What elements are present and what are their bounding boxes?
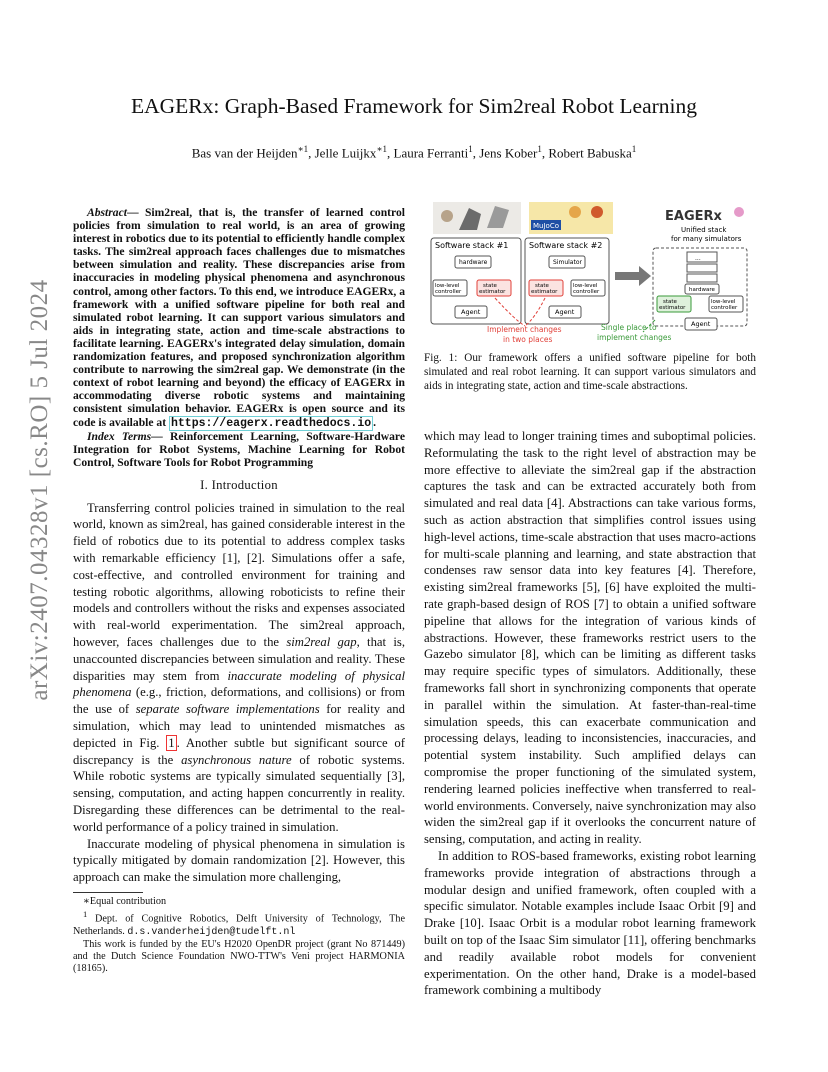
estimator-node: estimator: [659, 305, 686, 311]
unified-stack-label: Unified stack: [681, 226, 727, 234]
controller-node: controller: [573, 289, 600, 295]
stack-2-label: Software stack #2: [529, 241, 603, 250]
footnote-equal: ∗Equal contribution: [83, 896, 167, 907]
stack-1-label: Software stack #1: [435, 241, 509, 250]
abstract-text: — Sim2real, that is, the transfer of learned control policies from simulation to real world, is an area of growing interest in robotics due to its potential to efficiently handle complex tasks. The sim2real approach faces challenges due to mismatches between simulation and reality. These discrepancies arise from inaccuracies in modeling physical phenomena and asynchronous control, among other factors. To this end, we introduce EAGERx, a framework with a unified software pipeline for both real and simulated robot learning. It can support various simulators and aids in integrating state, action and time-scale abstractions to facilitate learning. EAGERx's integrated delay simulation, domain randomization features, and proposed synchronization algorithm contribute to narrowing the sim2real gap. We demonstrate (in the context of robot learning and beyond) the efficacy of EAGERx in accommodating diverse robotic systems and maintaining consistent simulation behavior. EAGERx is open source and its code is available at: [73, 206, 405, 429]
impl-changes-label: in two places: [503, 335, 553, 344]
controller-node: controller: [435, 289, 462, 295]
mujoco-logo: MuJoCo: [533, 222, 559, 230]
hardware-node: hardware: [459, 259, 488, 266]
right-column: [424, 428, 756, 999]
author-sup: 1: [631, 144, 637, 154]
right-paragraph-2: In addition to ROS-based frameworks, existing robot learning frameworks provide integration of abstractions through a modular design and unified framework, often coupled with a specific simulator. Notable examples include Isaac Orbit [9] and Drake [10]. Isaac Orbit is a modular robot learning framework built on top of the Isaac Sim simulator [11], offering benchmarks and readily available robot models for convenient experimentation. On the other hand, Drake is a model-based framework combining a multibody: [424, 848, 756, 998]
email-link[interactable]: d.s.vanderheijden@tudelft.nl: [127, 926, 296, 938]
author: Bas van der Heijden: [191, 145, 298, 161]
index-terms-text: — Reinforcement Learning, Software-Hardware Integration for Robot Systems, Machine Learning for Robot Control, Software Tools for Robot Programming: [73, 429, 405, 469]
state-node: state: [663, 299, 677, 305]
author-sup: 1: [468, 144, 473, 154]
author: Jens Kober: [479, 145, 538, 161]
text-run: . Another subtle but significant source of discrepancy is the: [73, 735, 405, 767]
text-run: , that is, unaccounted discrepancies between simulation and reality. These disparities may stem from: [73, 635, 405, 683]
figure-caption: Fig. 1: Our framework offers a unified software pipeline for both simulated and real robot learning. It can support various simulators and aids in integrating state, action and time-scale abstractions.: [424, 352, 756, 392]
paper-title: EAGERx: Graph-Based Framework for Sim2real Robot Learning: [130, 94, 698, 118]
footnote-funding: This work is funded by the EU's H2020 OpenDR project (grant No 871449) and the Dutch Science Foundation NWO-TTW's Veni project HARMONIA (18165).: [73, 939, 405, 975]
emphasis: inaccurate modeling of physical phenomena: [73, 668, 405, 700]
emphasis: asynchronous nature: [181, 752, 292, 767]
text-run: of robotic systems. While robotic systems are typically simulated sequentially [3], sensing, computation, and acting happen concurrently in reality. Disregarding these differences can be detrimental to the real-world performance of a policy trained in simulation.: [73, 752, 405, 834]
affiliation-text: Dept. of Cognitive Robotics, Delft University of Technology, The Netherlands.: [73, 913, 405, 937]
framework-diagram: [425, 200, 760, 348]
figure-reference-link[interactable]: 1: [168, 735, 175, 750]
author-sup: ∗1: [297, 144, 309, 154]
author-list: Bas van der Heijden$^{∗1}$, Jelle Luijkx$^{∗1}$, Laura Ferranti$^1$, Jens Kober$^1$, Robert Babuska$^1$: [191, 144, 637, 161]
eagerx-logo: EAGERx: [665, 209, 722, 224]
impl-changes-label: Implement changes: [487, 325, 562, 334]
docs-link[interactable]: https://eagerx.readthedocs.io: [170, 416, 372, 430]
controller-node: controller: [711, 305, 738, 311]
arxiv-sidebar-stamp: [20, 279, 60, 701]
single-place-label: Single place to: [601, 323, 657, 332]
footnote-rule: [73, 892, 143, 893]
author: Robert Babuska: [548, 145, 632, 161]
abstract-label: Abstract: [87, 206, 127, 219]
author-sup: ∗1: [376, 144, 387, 154]
arrow-icon: [615, 266, 651, 286]
ellipsis-node: ...: [695, 255, 701, 262]
abstract: [73, 206, 405, 430]
arxiv-id: arXiv:2407.04328v1 [cs.RO] 5 Jul 2024: [26, 279, 53, 701]
agent-node: Agent: [555, 308, 575, 316]
footnote-affiliation: [73, 908, 405, 939]
intro-paragraph-1: [73, 500, 405, 836]
simulator-node: Simulator: [553, 259, 582, 266]
author: Laura Ferranti: [393, 145, 469, 161]
hardware-node: hardware: [689, 287, 715, 293]
index-terms-label: Index Terms: [87, 429, 152, 443]
footnote-sup: 1: [83, 909, 88, 920]
author-sup: 1: [537, 144, 542, 154]
low-level-node: low-level: [435, 283, 460, 289]
text-run: Transferring control policies trained in simulation to the real world, known as sim2real, has gained considerable interest in the field of robotics due to its potential to address complex tasks with remarkable efficiency [1], [2]. Simulations offer a safe, cost-effective, and controlled environment for training and testing robotic algorithms, allowing roboticists to refine their models and controllers without the risks and expenses associated with real-world experimentation. The sim2real approach, however, faces challenges due to the: [73, 500, 405, 650]
estimator-node: estimator: [531, 289, 558, 295]
emphasis: sim2real gap: [286, 635, 357, 650]
text-run: for reality and simulation, which may lead to unintended mismatches as depicted in Fig.: [73, 702, 405, 750]
state-node: state: [535, 283, 549, 289]
agent-node: Agent: [691, 320, 711, 328]
figure-1: [425, 200, 760, 348]
single-place-label: implement changes: [597, 333, 672, 342]
intro-paragraph-2: Inaccurate modeling of physical phenomena in simulation is typically mitigated by domain randomization [2]. However, this approach can make the simulation more challenging,: [73, 836, 405, 885]
agent-node: Agent: [461, 308, 481, 316]
unified-stack-label: for many simulators: [671, 235, 742, 243]
right-paragraph-1: which may lead to longer training times and suboptimal policies. Reformulating the task to the right level of abstraction may be more effective to alleviate the sim2real gap if the abstraction captures the task and can be extracted accurately both from simulated and real data [4]. Abstractions can take various forms, such as action abstraction that simplifies control issues using high-level actions, time-scale abstraction that uses macro-actions for multi-scale planning and learning, and state abstraction that condenses raw sensor data into key features [4]. Therefore, existing sim2real frameworks [5], [6] have exploited the multi-rate graph-based design of ROS [7] to obtain a unified software pipeline that allows for the integration of various kinds of abstractions. However, these frameworks restrict users to the Gazebo simulator [8], which can be limiting as different tasks may require specific types of simulators. Additionally, these frameworks fall short in synchronizing components that operate in parallel within the simulation. At faster-than-real-time simulation speeds, this can exacerbate communication and processing delays, leading to inconsistencies, inaccuracies, and potential system instability. Such amplified delays can compromise the proper functioning of the simulated system, rendering learned policies ineffective when transferred to real-world environments. Conversely, naive synchronization may also widen the sim2real gap if it overlooks the concurrent nature of sensing, computation, and acting in reality.: [424, 429, 756, 847]
estimator-node: estimator: [479, 289, 506, 295]
low-level-node: low-level: [711, 299, 736, 305]
emphasis: separate software implementations: [135, 702, 320, 717]
index-terms: [73, 430, 405, 469]
author: Jelle Luijkx: [314, 145, 377, 161]
left-column: [73, 206, 405, 976]
low-level-node: low-level: [573, 283, 598, 289]
section-heading: I. Introduction: [200, 477, 278, 492]
state-node: state: [483, 283, 497, 289]
abstract-end: .: [373, 415, 377, 429]
text-run: (e.g., friction, deformations, and collisions) or from the use of: [73, 685, 405, 717]
